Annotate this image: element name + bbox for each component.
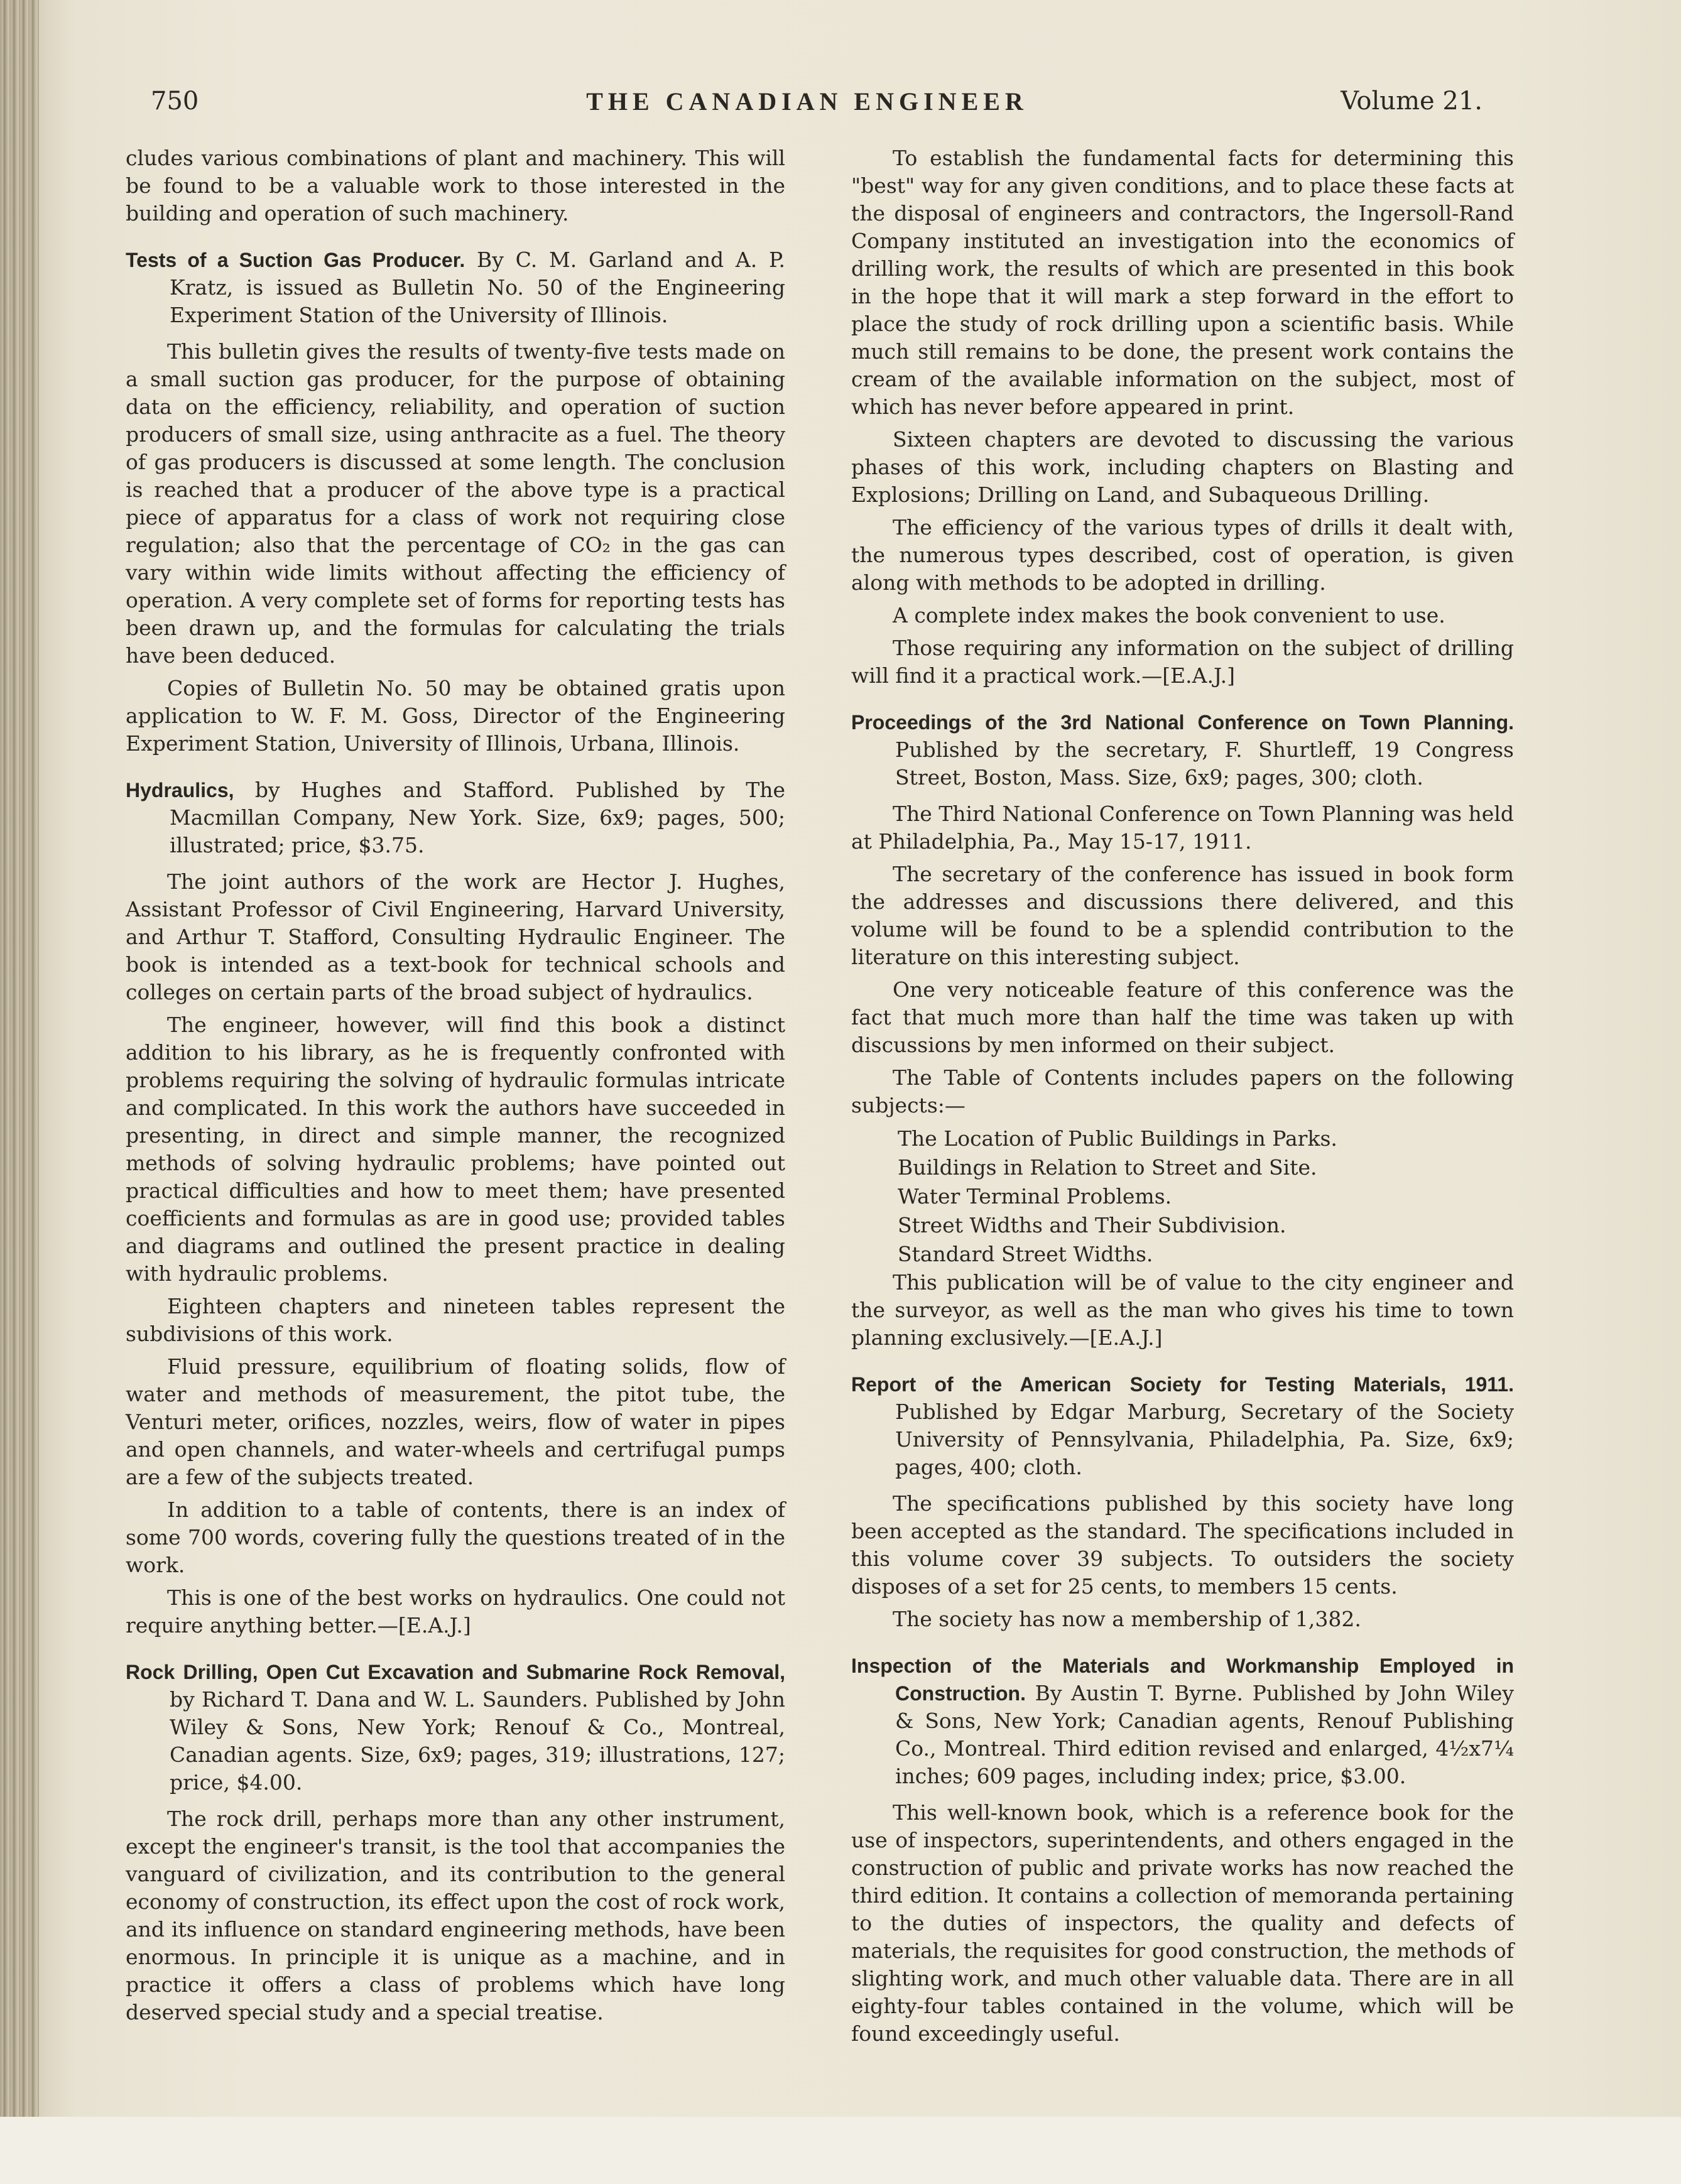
list-item: Street Widths and Their Subdivision. [898, 1213, 1287, 1237]
list-item: Standard Street Widths. [898, 1242, 1153, 1266]
left-column [126, 144, 785, 2031]
running-header [132, 80, 1482, 124]
body-paragraph: The rock drill, perhaps more than any other instrument, except the engineer's transit, is the tool that accompanies the vanguard of civilization, and its contribution to the general economy of construction, its effect upon the cost of rock work, and its influence on standard engineering methods, have been enormous. In principle it is unique as a machine, and in practice it offers a class of problems which have long deserved special study and a special treatise. [126, 1806, 785, 2024]
body-paragraph: In addition to a table of contents, there is an index of some 700 words, covering fully the questions treated of in the work. [126, 1497, 785, 1577]
body-paragraph: The efficiency of the various types of drills it dealt with, the numerous types described, cost of operation, is given along with methods to be adopted in drilling. [851, 515, 1514, 595]
body-paragraph: Those requiring any information on the subject of drilling will find it a practical work.—[E.A.J.] [851, 636, 1514, 688]
review-entry-heading [851, 709, 1514, 791]
volume-label: Volume 21. [1341, 87, 1482, 116]
body-paragraph: Fluid pressure, equilibrium of floating solids, flow of water and methods of measurement, the pitot tube, the Venturi meter, orifices, nozzles, weirs, flow of water in pipes and open channels, and water-wheels and certrifugal pumps are a few of the subjects treated. [126, 1354, 785, 1489]
review-entry-heading [126, 776, 785, 859]
intro-fragment: cludes various combinations of plant and machinery. This will be found to be a valuable work to those interested in the building and operation of such machinery. [126, 146, 785, 225]
review-entry-heading [851, 1652, 1514, 1790]
review-entry-heading [851, 1371, 1514, 1481]
body-paragraph: The secretary of the conference has issued in book form the addresses and discussions there delivered, and this volume will be found to be a splendid contribution to the literature on this interesting subject. [851, 862, 1514, 969]
right-column [851, 144, 1514, 2053]
entry-citation: By C. M. Garland and A. P. Kratz, is issued as Bulletin No. 50 of the Engineering Experiment Station of the University of Illinois. [170, 247, 785, 327]
body-paragraph: A complete index makes the book convenient to use. [893, 603, 1445, 627]
review-entry-heading [126, 1658, 785, 1796]
body-paragraph: This is one of the best works on hydraulics. One could not require anything better.—[E.A.J.] [126, 1585, 785, 1638]
entry-citation: Published by Edgar Marburg, Secretary of the Society University of Pennsylvania, Philadelphia, Pa. Size, 6x9; pages, 400; cloth. [895, 1399, 1514, 1479]
body-paragraph: The Third National Conference on Town Planning was held at Philadelphia, Pa., May 15-17, 1911. [851, 801, 1514, 854]
body-paragraph: This well-known book, which is a reference book for the use of inspectors, superintendents, and others engaged in the construction of public and private works has now reached the third edition. It contains a collection of memoranda pertaining to the duties of inspectors, the quality and defects of materials, the requisites for good construction, the methods of slighting work, and much other valuable data. There are in all eighty-four tables contained in the volume, which will be found exceedingly useful. [851, 1800, 1514, 2046]
body-paragraph: This bulletin gives the results of twenty-five tests made on a small suction gas producer, for the purpose of obtaining data on the efficiency, reliability, and operation of suction producers of small size, using anthracite as a fuel. The theory of gas producers is discussed at some length. The conclusion is reached that a producer of the above type is a practical piece of apparatus for a class of work not requiring close regulation; also that the percentage of CO₂ in the gas can vary within wide limits without affecting the efficiency of operation. A very complete set of forms for reporting tests has been drawn up, and the formulas for calculating the trials have been deduced. [126, 339, 785, 668]
entry-citation: Published by the secretary, F. Shurtleff, 19 Congress Street, Boston, Mass. Size, 6x9; pages, 300; cloth. [895, 737, 1514, 790]
entry-citation: by Richard T. Dana and W. L. Saunders. Published by John Wiley & Sons, New York; Renouf & Co., Montreal, Canadian agents. Size, 6x9; pages, 319; illustrations, 127; price, $4.00. [170, 1687, 785, 1795]
entry-citation: by Hughes and Stafford. Published by The Macmillan Company, New York. Size, 6x9; pages, 500; illustrated; price, $3.75. [170, 778, 785, 857]
bottom-margin [0, 2117, 1681, 2184]
body-paragraph: The engineer, however, will find this book a distinct addition to his library, as he is frequently confronted with problems requiring the solving of hydraulic formulas intricate and complicated. In this work the authors have succeeded in presenting, in direct and simple manner, the recognized methods of solving hydraulic problems; have pointed out practical difficulties and how to meet them; have presented coefficients and formulas as are in good use; provided tables and diagrams and outlined the present practice in dealing with hydraulic problems. [126, 1013, 785, 1286]
body-paragraph: Eighteen chapters and nineteen tables represent the subdivisions of this work. [126, 1294, 785, 1346]
book-spine-edge [0, 0, 39, 2117]
body-paragraph: The specifications published by this society have long been accepted as the standard. The specifications included in this volume cover 39 subjects. To outsiders the society disposes of a set for 25 cents, to members 15 cents. [851, 1491, 1514, 1599]
body-paragraph: This publication will be of value to the city engineer and the surveyor, as well as the man who gives his time to town planning exclusively.—[E.A.J.] [851, 1270, 1514, 1350]
entry-title: Rock Drilling, Open Cut Excavation and Submarine Rock Removal, [126, 1661, 785, 1683]
entry-title: Hydraulics, [126, 779, 234, 801]
body-paragraph: The society has now a membership of 1,382. [893, 1607, 1361, 1631]
body-paragraph: Sixteen chapters are devoted to discussing the various phases of this work, including chapters on Blasting and Explosions; Drilling on Land, and Subaqueous Drilling. [851, 427, 1514, 507]
journal-title: THE CANADIAN ENGINEER [586, 87, 1028, 116]
entry-title: Tests of a Suction Gas Producer. [126, 249, 465, 271]
list-item: Buildings in Relation to Street and Site. [898, 1155, 1317, 1180]
body-paragraph: One very noticeable feature of this conference was the fact that much more than half the time was taken up with discussions by men informed on their subject. [851, 977, 1514, 1057]
entry-title: Inspection of the Materials and Workmanship Employed in Construction. [851, 1654, 1514, 1705]
list-item: Water Terminal Problems. [898, 1184, 1172, 1209]
body-paragraph: The Table of Contents includes papers on the following subjects:— [851, 1065, 1514, 1117]
list-item: The Location of Public Buildings in Parks. [898, 1126, 1337, 1151]
entry-title: Proceedings of the 3rd National Conference on Town Planning. [851, 711, 1514, 734]
body-paragraph: To establish the fundamental facts for determining this "best" way for any given conditions, and to place these facts at the disposal of engineers and contractors, the Ingersoll-Rand Company instituted an investigation into the economics of drilling work, the results of which are presented in this book in the hope that it will mark a step forward in the effort to place the study of rock drilling upon a scientific basis. While much still remains to be done, the present work contains the cream of the available information on the subject, most of which has never before appeared in print. [851, 146, 1514, 419]
page-number: 750 [151, 87, 199, 116]
body-paragraph: Copies of Bulletin No. 50 may be obtained gratis upon application to W. F. M. Goss, Director of the Engineering Experiment Station, University of Illinois, Urbana, Illinois. [126, 676, 785, 756]
entry-citation: By Austin T. Byrne. Published by John Wiley & Sons, New York; Canadian agents, Renouf Publishing Co., Montreal. Third edition revised and enlarged, 4½x7¼ inches; 609 pages, including index; price, $3.00. [895, 1681, 1514, 1788]
entry-title: Report of the American Society for Testing Materials, 1911. [851, 1373, 1514, 1396]
review-entry-heading [126, 246, 785, 329]
subjects-list [851, 1124, 1514, 1268]
body-paragraph: The joint authors of the work are Hector J. Hughes, Assistant Professor of Civil Engineering, Harvard University, and Arthur T. Stafford, Consulting Hydraulic Engineer. The book is intended as a text-book for technical schools and colleges on certain parts of the broad subject of hydraulics. [126, 869, 785, 1004]
